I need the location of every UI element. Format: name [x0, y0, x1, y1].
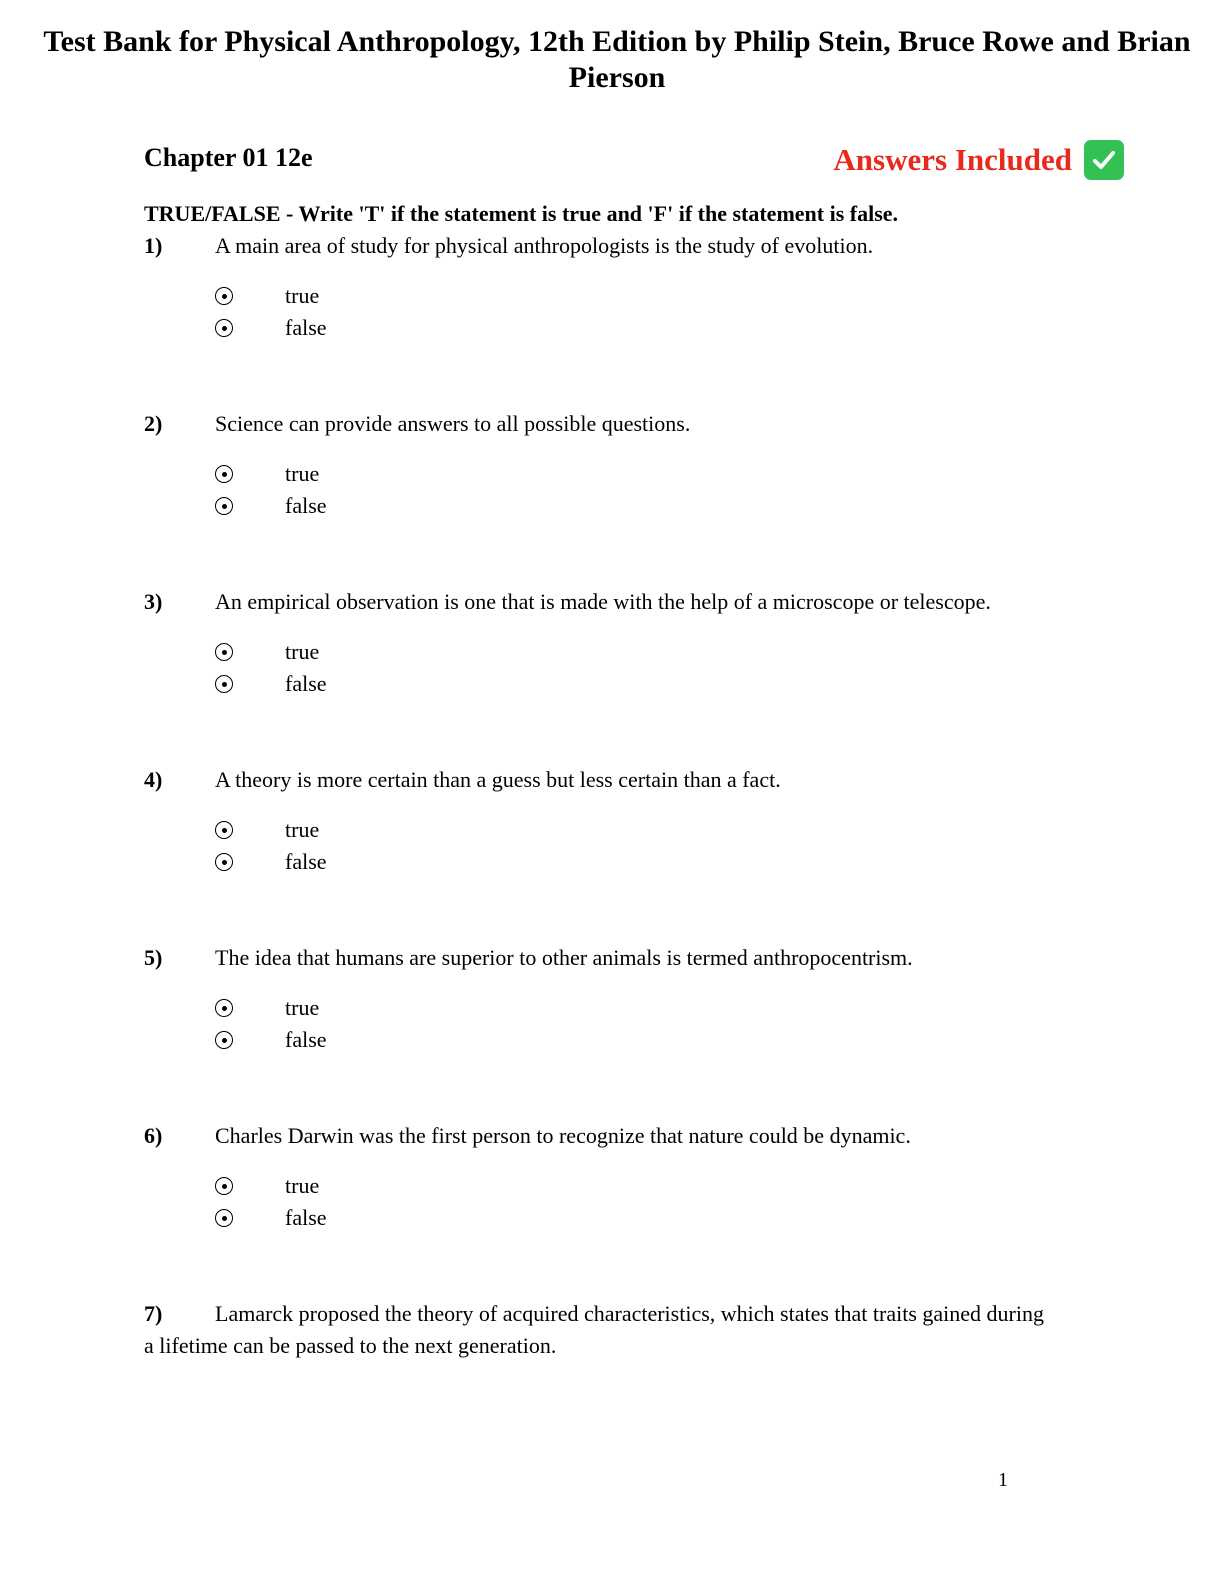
question-number: 2) — [144, 411, 163, 436]
option-label: false — [285, 315, 327, 340]
question-text: The idea that humans are superior to other animals is termed anthropocentrism. — [215, 945, 913, 970]
option-true[interactable] — [215, 814, 1104, 846]
question-5 — [144, 942, 1104, 1056]
option-false[interactable] — [215, 846, 1104, 878]
option-true[interactable] — [215, 458, 1104, 490]
chapter-heading: Chapter 01 12e — [144, 143, 313, 172]
answers-included-badge — [833, 140, 1124, 180]
option-label: true — [285, 461, 320, 486]
question-6 — [144, 1120, 1104, 1234]
option-label: true — [285, 1173, 320, 1198]
answer-options — [215, 458, 1104, 522]
answers-included-label: Answers Included — [833, 142, 1072, 177]
radio-icon[interactable] — [215, 643, 233, 661]
radio-icon[interactable] — [215, 675, 233, 693]
answer-options — [215, 992, 1104, 1056]
question-1 — [144, 230, 1104, 344]
instructions: TRUE/FALSE - Write 'T' if the statement is true and 'F' if the statement is false. — [144, 201, 899, 226]
document-title: Test Bank for Physical Anthropology, 12th Edition by Philip Stein, Bruce Rowe and Brian Pierson — [43, 25, 1191, 94]
question-number: 7) — [144, 1301, 163, 1326]
radio-icon[interactable] — [215, 999, 233, 1017]
question-text: A theory is more certain than a guess but less certain than a fact. — [215, 767, 781, 792]
question-number: 5) — [144, 945, 163, 970]
option-false[interactable] — [215, 490, 1104, 522]
answer-options — [215, 1170, 1104, 1234]
radio-icon[interactable] — [215, 1209, 233, 1227]
option-false[interactable] — [215, 668, 1104, 700]
option-true[interactable] — [215, 1170, 1104, 1202]
question-3 — [144, 586, 1104, 700]
radio-icon[interactable] — [215, 465, 233, 483]
white-check-mark-icon — [1084, 140, 1124, 180]
question-7 — [144, 1298, 1054, 1362]
option-true[interactable] — [215, 636, 1104, 668]
option-label: false — [285, 493, 327, 518]
option-label: false — [285, 1027, 327, 1052]
option-label: false — [285, 1205, 327, 1230]
option-true[interactable] — [215, 280, 1104, 312]
answer-options — [215, 814, 1104, 878]
option-false[interactable] — [215, 1024, 1104, 1056]
question-number: 4) — [144, 767, 163, 792]
question-text: A main area of study for physical anthropologists is the study of evolution. — [215, 233, 874, 258]
radio-icon[interactable] — [215, 1177, 233, 1195]
option-true[interactable] — [215, 992, 1104, 1024]
question-number: 1) — [144, 233, 163, 258]
option-label: false — [285, 849, 327, 874]
radio-icon[interactable] — [215, 497, 233, 515]
option-label: false — [285, 671, 327, 696]
question-4 — [144, 764, 1104, 878]
question-number: 6) — [144, 1123, 163, 1148]
question-number: 3) — [144, 589, 163, 614]
answer-options — [215, 636, 1104, 700]
question-text: Lamarck proposed the theory of acquired characteristics, which states that traits gained during a lifetime can be passed to the next generation. — [144, 1301, 1044, 1358]
radio-icon[interactable] — [215, 1031, 233, 1049]
answer-options — [215, 280, 1104, 344]
option-label: true — [285, 639, 320, 664]
option-label: true — [285, 283, 320, 308]
question-2 — [144, 408, 1104, 522]
option-false[interactable] — [215, 1202, 1104, 1234]
radio-icon[interactable] — [215, 319, 233, 337]
question-text: Charles Darwin was the first person to recognize that nature could be dynamic. — [215, 1123, 911, 1148]
option-label: true — [285, 995, 320, 1020]
radio-icon[interactable] — [215, 287, 233, 305]
page-number: 1 — [998, 1469, 1008, 1491]
radio-icon[interactable] — [215, 853, 233, 871]
radio-icon[interactable] — [215, 821, 233, 839]
question-text: An empirical observation is one that is made with the help of a microscope or telescope. — [215, 589, 991, 614]
option-label: true — [285, 817, 320, 842]
option-false[interactable] — [215, 312, 1104, 344]
question-text: Science can provide answers to all possible questions. — [215, 411, 691, 436]
